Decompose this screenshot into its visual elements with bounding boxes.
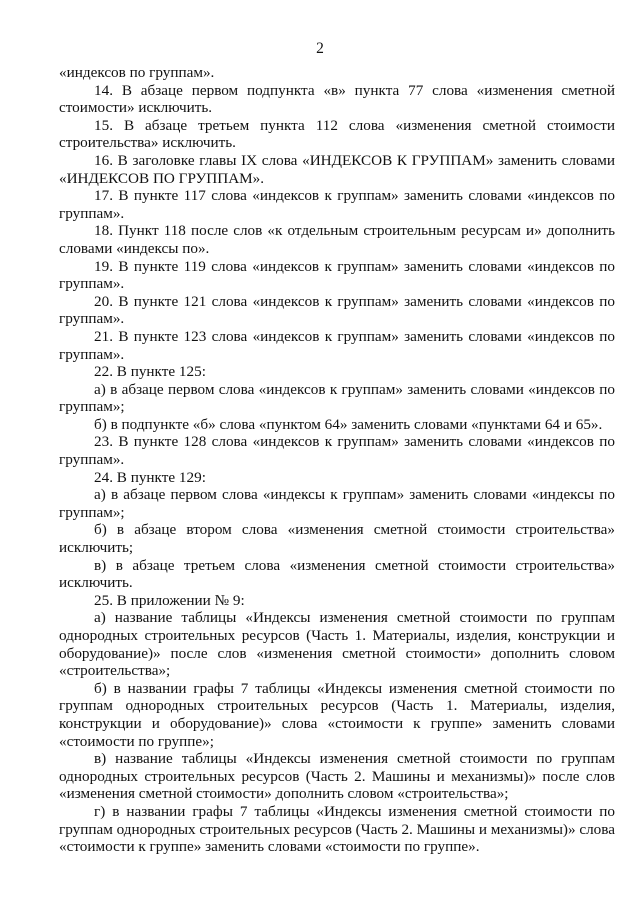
document-body — [59, 64, 615, 856]
paragraph: 25. В приложении № 9: — [94, 591, 245, 609]
paragraph: 14. В абзаце первом подпункта «в» пункта 77 слова «изменения сметной стоимости» исключить. — [59, 81, 615, 117]
paragraph: г) в названии графы 7 таблицы «Индексы изменения сметной стоимости по группам однородных строительных ресурсов (Часть 2. Машины и механизмы)» слова «стоимости к группе» заменить словами «стоимости по группе». — [59, 802, 615, 856]
paragraph: а) в абзаце первом слова «индексов к группам» заменить словами «индексов по группам»; — [59, 380, 615, 416]
paragraph: б) в подпункте «б» слова «пунктом 64» заменить словами «пунктами 64 и 65». — [94, 415, 603, 433]
paragraph: а) название таблицы «Индексы изменения сметной стоимости по группам однородных строительных ресурсов (Часть 1. Материалы, изделия, конструкции и оборудование)» после слов «изменения сметной стоимости» дополнить словом «строительства»; — [59, 609, 615, 680]
paragraph: б) в названии графы 7 таблицы «Индексы изменения сметной стоимости по группам однородных строительных ресурсов (Часть 1. Материалы, изделия, конструкции и оборудование)» слова «стоимости к группе» заменить словами «стоимости по группе»; — [59, 679, 615, 750]
paragraph: б) в абзаце втором слова «изменения сметной стоимости строительства» исключить; — [59, 521, 615, 557]
paragraph: 21. В пункте 123 слова «индексов к группам» заменить словами «индексов по группам». — [59, 327, 615, 363]
paragraph: в) в абзаце третьем слова «изменения сметной стоимости строительства» исключить. — [59, 556, 615, 592]
paragraph: «индексов по группам». — [59, 64, 215, 81]
paragraph: 20. В пункте 121 слова «индексов к группам» заменить словами «индексов по группам». — [59, 292, 615, 328]
paragraph: 19. В пункте 119 слова «индексов к группам» заменить словами «индексов по группам». — [59, 257, 615, 293]
paragraph: 15. В абзаце третьем пункта 112 слова «изменения сметной стоимости строительства» исключить. — [59, 116, 615, 152]
page-number: 2 — [316, 40, 324, 57]
paragraph: 23. В пункте 128 слова «индексов к группам» заменить словами «индексов по группам». — [59, 433, 615, 469]
paragraph: а) в абзаце первом слова «индексы к группам» заменить словами «индексы по группам»; — [59, 486, 615, 521]
paragraph: 16. В заголовке главы IX слова «ИНДЕКСОВ К ГРУППАМ» заменить словами «ИНДЕКСОВ ПО ГРУППАМ». — [59, 151, 615, 187]
paragraph: в) название таблицы «Индексы изменения сметной стоимости по группам однородных строительных ресурсов (Часть 2. Машины и механизмы)» после слов «изменения сметной стоимости» дополнить словом «строительства»; — [59, 750, 615, 803]
paragraph: 24. В пункте 129: — [94, 468, 206, 486]
paragraph: 17. В пункте 117 слова «индексов к группам» заменить словами «индексов по группам». — [59, 187, 615, 222]
paragraph: 22. В пункте 125: — [94, 363, 206, 381]
paragraph: 18. Пункт 118 после слов «к отдельным строительным ресурсам и» дополнить словами «индексы по». — [59, 222, 615, 257]
